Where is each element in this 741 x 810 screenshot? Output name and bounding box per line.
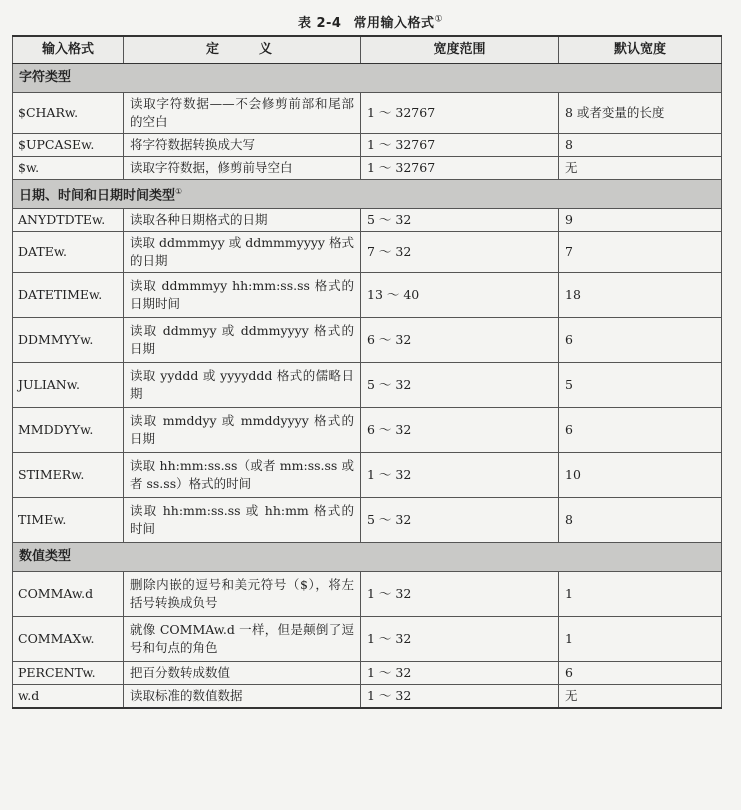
format-definition: 读取标准的数值数据 — [124, 685, 361, 709]
width-range: 1 ～ 32767 — [361, 134, 559, 157]
format-definition: 读取字符数据，修剪前导空白 — [124, 157, 361, 180]
default-width: 9 — [559, 209, 722, 232]
section-title — [13, 180, 722, 209]
format-definition: 将字符数据转换成大写 — [124, 134, 361, 157]
table-caption — [0, 12, 741, 31]
header-width-range: 宽度范围 — [361, 36, 559, 64]
default-width: 无 — [559, 157, 722, 180]
format-definition: 把百分数转成数值 — [124, 662, 361, 685]
default-width: 7 — [559, 232, 722, 273]
width-range: 5 ～ 32 — [361, 209, 559, 232]
table-row — [13, 685, 722, 709]
format-name: STIMERw. — [13, 453, 124, 498]
format-definition: 读取 ddmmmyy 或 ddmmmyyyy 格式的日期 — [124, 232, 361, 273]
table-row — [13, 408, 722, 453]
format-name: COMMAXw. — [13, 617, 124, 662]
width-range: 7 ～ 32 — [361, 232, 559, 273]
table-row — [13, 273, 722, 318]
width-range: 1 ～ 32 — [361, 572, 559, 617]
format-name: PERCENTw. — [13, 662, 124, 685]
input-formats-table — [12, 35, 722, 709]
format-definition: 读取各种日期格式的日期 — [124, 209, 361, 232]
table-row — [13, 572, 722, 617]
table-row — [13, 134, 722, 157]
format-name: $w. — [13, 157, 124, 180]
format-definition: 删除内嵌的逗号和美元符号（$），将左括号转换成负号 — [124, 572, 361, 617]
default-width: 8 — [559, 498, 722, 543]
header-format: 输入格式 — [13, 36, 124, 64]
header-row — [13, 36, 722, 64]
table-row — [13, 157, 722, 180]
table-row — [13, 93, 722, 134]
header-definition: 定义 — [124, 36, 361, 64]
default-width: 18 — [559, 273, 722, 318]
section-title-text: 数值类型 — [19, 549, 72, 564]
format-name: DDMMYYw. — [13, 318, 124, 363]
default-width: 8 — [559, 134, 722, 157]
format-definition: 读取 yyddd 或 yyyyddd 格式的儒略日期 — [124, 363, 361, 408]
table-title: 常用输入格式 — [353, 16, 435, 31]
default-width: 6 — [559, 408, 722, 453]
width-range: 5 ～ 32 — [361, 363, 559, 408]
section-title — [13, 64, 722, 93]
format-name: TIMEw. — [13, 498, 124, 543]
default-width: 6 — [559, 318, 722, 363]
format-definition: 就像 COMMAw.d 一样，但是颠倒了逗号和句点的角色 — [124, 617, 361, 662]
format-definition: 读取 hh:mm:ss.ss 或 hh:mm 格式的时间 — [124, 498, 361, 543]
table-row — [13, 363, 722, 408]
header-default-width: 默认宽度 — [559, 36, 722, 64]
section-title-text: 字符类型 — [19, 70, 72, 85]
section-row — [13, 64, 722, 93]
format-definition: 读取字符数据——不会修剪前部和尾部的空白 — [124, 93, 361, 134]
default-width: 无 — [559, 685, 722, 709]
footnote-marker: ① — [175, 186, 183, 196]
format-name: ANYDTDTEw. — [13, 209, 124, 232]
format-definition: 读取 hh:mm:ss.ss（或者 mm:ss.ss 或者 ss.ss）格式的时间 — [124, 453, 361, 498]
width-range: 1 ～ 32767 — [361, 93, 559, 134]
width-range: 1 ～ 32 — [361, 685, 559, 709]
format-name: COMMAw.d — [13, 572, 124, 617]
format-definition: 读取 ddmmmyy hh:mm:ss.ss 格式的日期时间 — [124, 273, 361, 318]
format-definition: 读取 mmddyy 或 mmddyyyy 格式的日期 — [124, 408, 361, 453]
format-name: MMDDYYw. — [13, 408, 124, 453]
table-row — [13, 617, 722, 662]
width-range: 6 ～ 32 — [361, 408, 559, 453]
section-row — [13, 180, 722, 209]
width-range: 13 ～ 40 — [361, 273, 559, 318]
width-range: 6 ～ 32 — [361, 318, 559, 363]
width-range: 1 ～ 32 — [361, 453, 559, 498]
default-width: 5 — [559, 363, 722, 408]
format-name: DATEw. — [13, 232, 124, 273]
section-title — [13, 543, 722, 572]
table-body — [13, 64, 722, 709]
table-row — [13, 209, 722, 232]
footnote-marker: ① — [434, 14, 444, 25]
default-width: 10 — [559, 453, 722, 498]
format-name: $CHARw. — [13, 93, 124, 134]
table-row — [13, 232, 722, 273]
table-number: 表 2-4 — [297, 16, 342, 31]
table-row — [13, 498, 722, 543]
width-range: 5 ～ 32 — [361, 498, 559, 543]
format-name: DATETIMEw. — [13, 273, 124, 318]
default-width: 8 或者变量的长度 — [559, 93, 722, 134]
default-width: 1 — [559, 617, 722, 662]
format-name: $UPCASEw. — [13, 134, 124, 157]
format-name: w.d — [13, 685, 124, 709]
table-row — [13, 453, 722, 498]
table-row — [13, 318, 722, 363]
default-width: 6 — [559, 662, 722, 685]
width-range: 1 ～ 32 — [361, 617, 559, 662]
section-title-text: 日期、时间和日期时间类型 — [19, 188, 176, 204]
section-row — [13, 543, 722, 572]
default-width: 1 — [559, 572, 722, 617]
format-definition: 读取 ddmmyy 或 ddmmyyyy 格式的日期 — [124, 318, 361, 363]
width-range: 1 ～ 32767 — [361, 157, 559, 180]
format-name: JULIANw. — [13, 363, 124, 408]
width-range: 1 ～ 32 — [361, 662, 559, 685]
table-row — [13, 662, 722, 685]
